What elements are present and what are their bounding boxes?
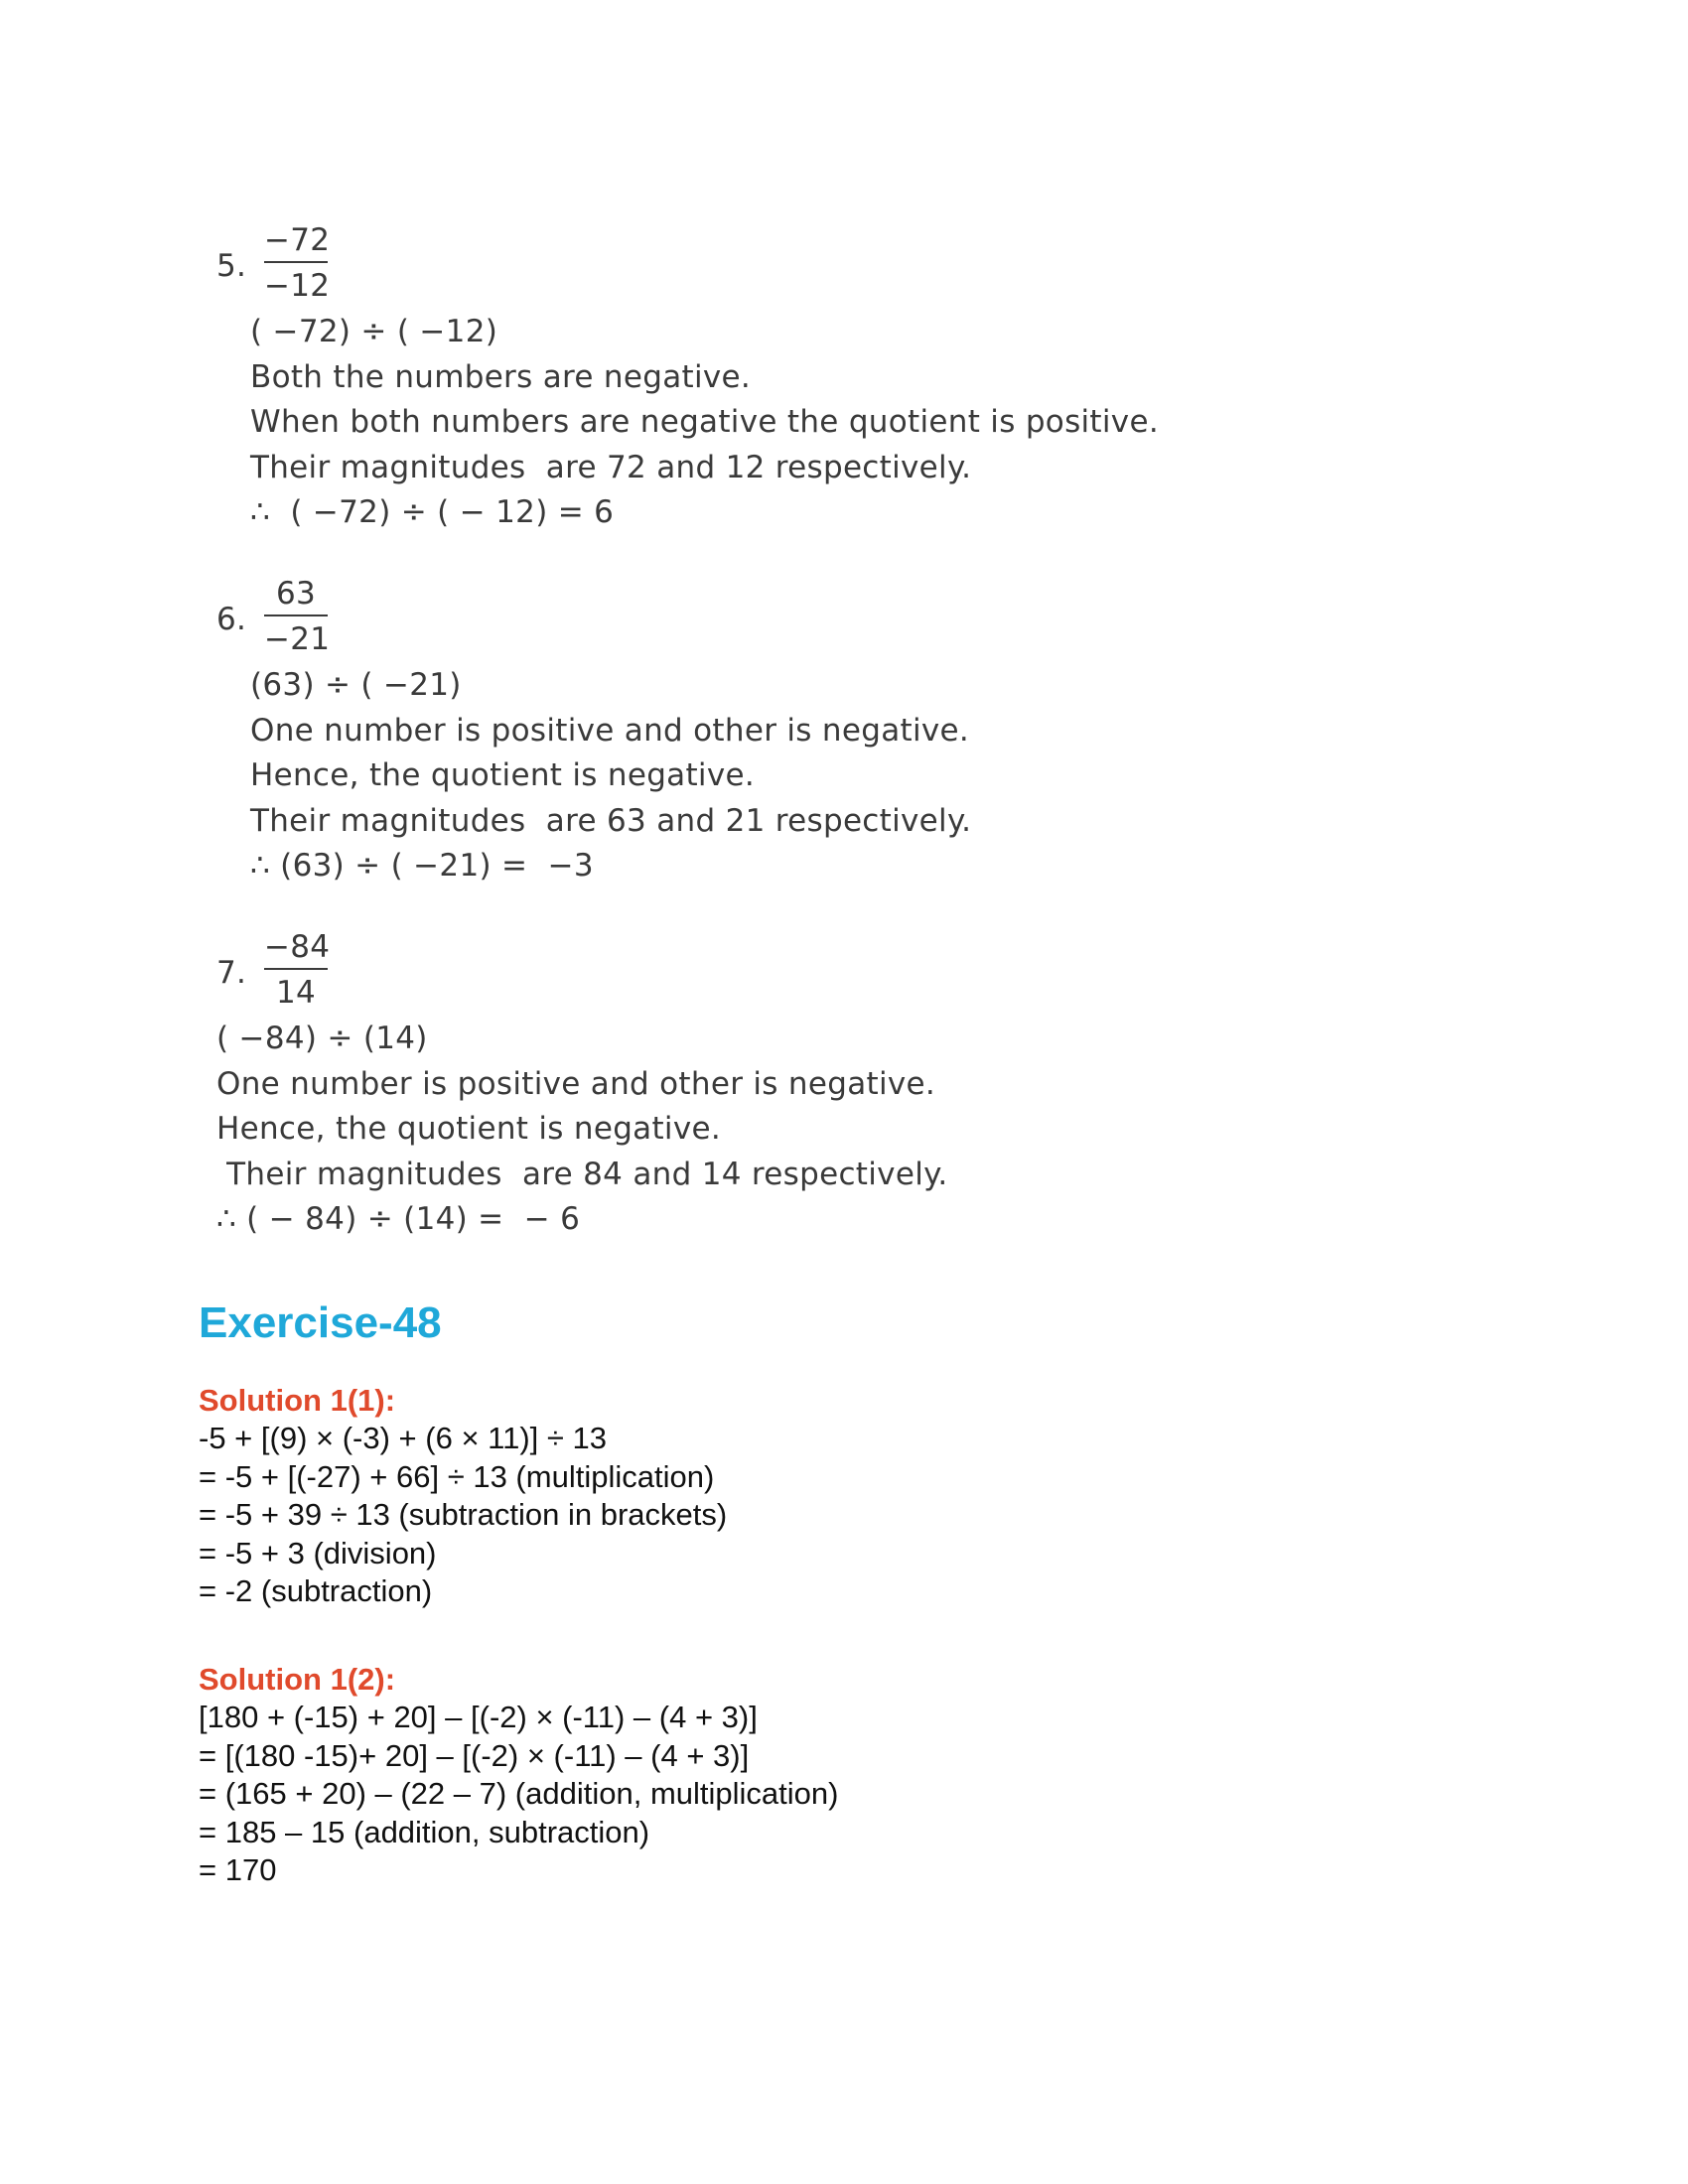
problem-6: [216, 574, 971, 889]
problem-line: Hence, the quotient is negative.: [250, 757, 756, 793]
problem-line: ( −84) ÷ (14): [216, 1021, 428, 1056]
problem-line: Their magnitudes are 72 and 12 respectively.: [250, 449, 972, 485]
fraction-bar: [264, 968, 328, 970]
problem-5: [216, 220, 1159, 536]
problem-line: ∴ ( − 84) ÷ (14) = − 6: [216, 1201, 581, 1237]
problem-line: ∴ ( −72) ÷ ( − 12) = 6: [250, 494, 615, 530]
solution-title: Solution 1(2):: [199, 1662, 396, 1697]
problem-line: Both the numbers are negative.: [250, 358, 752, 395]
problem-line: One number is positive and other is negative.: [250, 712, 970, 749]
problem-number: 7.: [216, 955, 247, 991]
fraction-denominator: −21: [264, 621, 331, 657]
fraction-bar: [264, 261, 328, 263]
problem-header: [216, 574, 971, 663]
fraction: [264, 574, 331, 659]
problem-7: [216, 927, 948, 1243]
fraction: [264, 220, 331, 306]
problem-body: [216, 310, 1159, 536]
problem-line: One number is positive and other is negative.: [216, 1065, 936, 1102]
problem-line: Their magnitudes are 84 and 14 respectively.: [216, 1156, 948, 1192]
fraction-bar: [264, 614, 328, 616]
problem-line: ( −72) ÷ ( −12): [250, 314, 498, 349]
solution-1-1: [199, 1382, 727, 1611]
solution-line: = 185 – 15 (addition, subtraction): [199, 1814, 650, 1849]
problem-body: [216, 1017, 948, 1243]
fraction-denominator: −12: [264, 268, 331, 304]
solution-line: -5 + [(9) × (-3) + (6 × 11)] ÷ 13: [199, 1421, 607, 1455]
solution-line: = -5 + 39 ÷ 13 (subtraction in brackets): [199, 1497, 728, 1532]
solution-line: = -2 (subtraction): [199, 1573, 433, 1608]
problem-number: 6.: [216, 602, 247, 637]
problem-line: Hence, the quotient is negative.: [216, 1111, 722, 1147]
problem-body: [216, 663, 971, 889]
problem-header: [216, 220, 1159, 310]
solution-line: = -5 + 3 (division): [199, 1535, 437, 1570]
problem-line: (63) ÷ ( −21): [250, 667, 462, 703]
fraction-numerator: 63: [275, 576, 317, 612]
problem-line: Their magnitudes are 63 and 21 respectively.: [250, 802, 972, 839]
solution-line: = [(180 -15)+ 20] – [(-2) × (-11) – (4 + 3)]: [199, 1737, 750, 1773]
fraction-numerator: −72: [264, 222, 331, 258]
problem-line: When both numbers are negative the quotient is positive.: [250, 404, 1159, 440]
solution-line: = (165 + 20) – (22 – 7) (addition, multiplication): [199, 1776, 839, 1811]
exercise-title: Exercise-48: [199, 1298, 442, 1347]
fraction-denominator: 14: [275, 975, 317, 1011]
problem-line: ∴ (63) ÷ ( −21) = −3: [250, 848, 594, 884]
solution-line: = 170: [199, 1852, 277, 1887]
solution-title: Solution 1(1):: [199, 1383, 396, 1418]
solution-line: = -5 + [(-27) + 66] ÷ 13 (multiplication): [199, 1458, 715, 1494]
problem-number: 5.: [216, 248, 247, 284]
problem-header: [216, 927, 948, 1017]
solution-line: [180 + (-15) + 20] – [(-2) × (-11) – (4 + 3)]: [199, 1700, 758, 1734]
fraction-numerator: −84: [264, 929, 331, 965]
solution-1-2: [199, 1661, 838, 1890]
fraction: [264, 927, 331, 1013]
